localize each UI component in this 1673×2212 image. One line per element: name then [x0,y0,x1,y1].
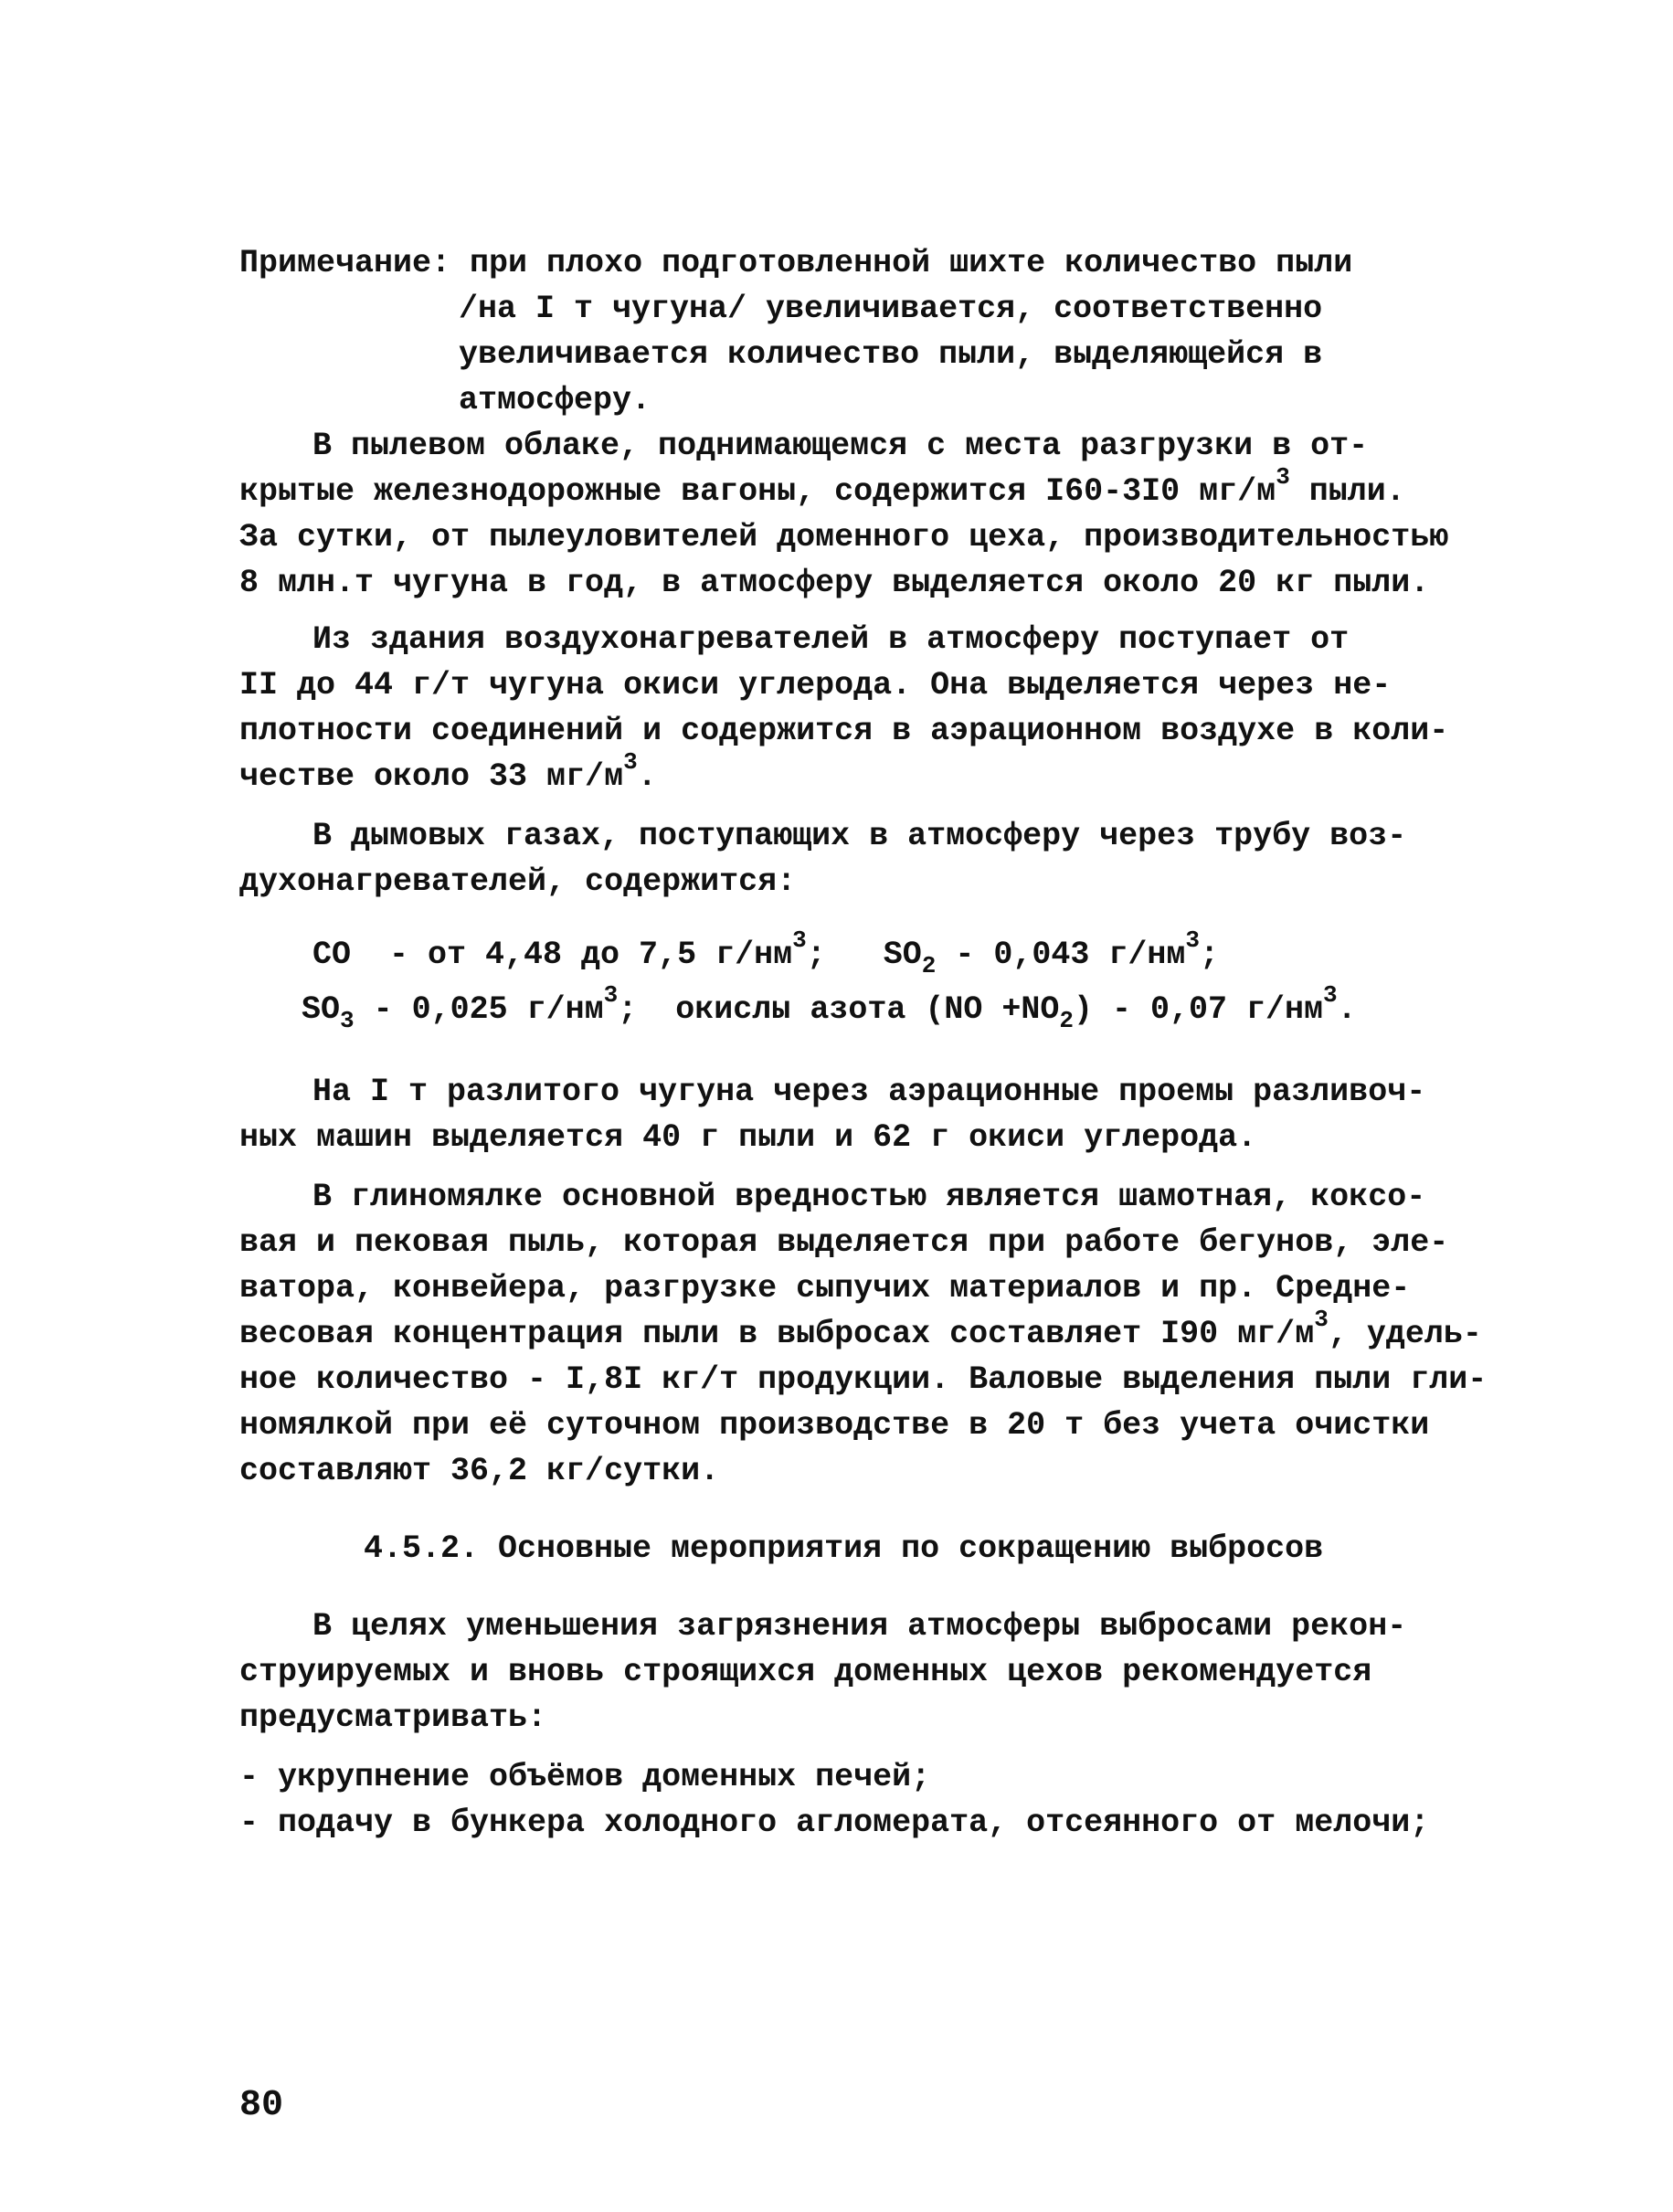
superscript: 3 [623,748,638,776]
formula-nox-value: ) - 0,07 г/нм [1073,991,1324,1028]
subscript: 2 [1059,1007,1074,1034]
p1-line-2-text: крытые железнодорожные вагоны, содержится I60-3I0 мг/м [239,473,1276,510]
p2-line-4 [239,748,657,801]
p1-line-4: 8 млн.т чугуна в год, в атмосферу выделяется около 20 кг пыли. [239,565,1430,601]
formula-line-1-end: ; [1200,937,1220,973]
list-item: - укрупнение объёмов доменных печей; [239,1759,931,1795]
note-line-1: Примечание: при плохо подготовленной шихте количество пыли [239,245,1353,281]
list-item: - подачу в бункера холодного агломерата, отсеянного от мелочи; [239,1805,1430,1841]
formula-so2-value: - 0,043 г/нм [936,937,1186,973]
p4-line-1: На I т разлитого чугуна через аэрационные проемы разливоч- [312,1074,1426,1110]
formula-so2-label: ; SO [806,937,922,973]
p6-line-2: струируемых и вновь строящихся доменных цехов рекомендуется [239,1654,1372,1690]
p2-line-2: II до 44 г/т чугуна окиси углерода. Она выделяется через не- [239,667,1392,704]
p2-line-4-tail: . [637,758,657,795]
p3-line-2: духонагревателей, содержится: [239,863,797,900]
p1-line-2 [239,463,1405,516]
note-line-3: увеличивается количество пыли, выделяющейся в [459,336,1323,373]
p2-line-4-text: честве около 33 мг/м [239,758,624,795]
formula-so3-label: SO [302,991,341,1028]
formula-co: CO - от 4,48 до 7,5 г/нм [312,937,793,973]
p3-line-1: В дымовых газах, поступающих в атмосферу через трубу воз- [312,818,1407,854]
p5-line-5: ное количество - I,8I кг/т продукции. Валовые выделения пыли гли- [239,1361,1488,1398]
p4-line-2: ных машин выделяется 40 г пыли и 62 г окиси углерода. [239,1119,1257,1156]
superscript: 3 [792,926,807,954]
formula-so3-value: - 0,025 г/нм [354,991,604,1028]
p5-line-4 [239,1306,1482,1359]
p5-line-3: ватора, конвейера, разгрузке сыпучих материалов и пр. Средне- [239,1270,1411,1307]
superscript: 3 [1314,1306,1329,1333]
p6-line-3: предусматривать: [239,1699,547,1736]
p6-line-1: В целях уменьшения загрязнения атмосферы выбросами рекон- [312,1608,1407,1645]
subscript: 3 [340,1007,355,1034]
p5-line-4-text: весовая концентрация пыли в выбросах составляет I90 мг/м [239,1316,1315,1352]
section-heading: 4.5.2. Основные мероприятия по сокращению выбросов [364,1530,1324,1567]
p2-line-3: плотности соединений и содержится в аэрационном воздухе в коли- [239,713,1449,749]
superscript: 3 [603,981,619,1009]
subscript: 2 [921,952,937,979]
p5-line-6: номялкой при её суточном производстве в 20 т без учета очистки [239,1407,1430,1444]
note-line-2: /на I т чугуна/ увеличивается, соответственно [459,291,1323,327]
p2-line-1: Из здания воздухонагревателей в атмосферу поступает от [312,621,1350,658]
note-line-4: атмосферу. [459,382,651,418]
p5-line-1: В глиномялке основной вредностью является шамотная, коксо- [312,1179,1426,1215]
page-number: 80 [239,2085,284,2126]
superscript: 3 [1323,981,1338,1009]
formula-line-2 [302,981,1357,1034]
formula-line-1 [312,926,1220,979]
p1-line-2-tail: пыли. [1289,473,1405,510]
superscript: 3 [1276,463,1290,491]
p1-line-3: За сутки, от пылеуловителей доменного цеха, производительностью [239,519,1449,556]
p1-line-1: В пылевом облаке, поднимающемся с места разгрузки в от- [312,428,1369,464]
p5-line-2: вая и пековая пыль, которая выделяется при работе бегунов, эле- [239,1224,1449,1261]
superscript: 3 [1185,926,1200,954]
formula-line-2-end: . [1337,991,1357,1028]
p5-line-7: составляют 36,2 кг/сутки. [239,1453,720,1489]
p5-line-4-tail: , удель- [1328,1316,1482,1352]
formula-nox-label: ; окислы азота (NO +NO [618,991,1060,1028]
